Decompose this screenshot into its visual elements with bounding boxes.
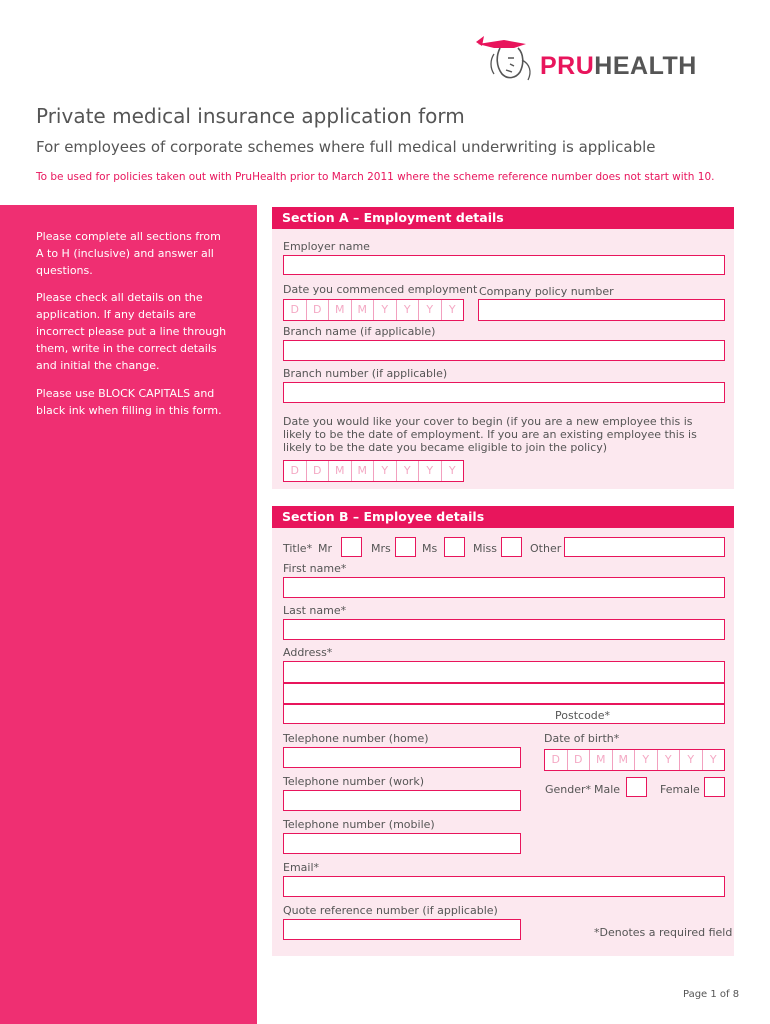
cover-date-input[interactable] (283, 460, 464, 482)
date-cell: Y (419, 461, 442, 481)
postcode-label: Postcode* (555, 709, 611, 722)
branch-number-label: Branch number (if applicable) (283, 367, 448, 380)
pruhealth-logo (470, 34, 740, 84)
title-label: Title* (283, 542, 313, 555)
date-cell: Y (374, 300, 397, 320)
date-cell: D (568, 750, 591, 770)
gender-female-label: Female (660, 783, 700, 796)
date-cell: M (590, 750, 613, 770)
last-name-label: Last name* (283, 604, 347, 617)
last-name-input[interactable] (283, 619, 725, 640)
date-cell: Y (709, 753, 717, 766)
title-mr-checkbox[interactable] (341, 537, 362, 557)
date-cell: Y (397, 300, 420, 320)
tel-home-input[interactable] (283, 747, 521, 768)
date-cell: Y (658, 750, 681, 770)
email-input[interactable] (283, 876, 725, 897)
instruction-2: Please check all details on the application. If any details are incorrect please put a line through them, write in the correct details and initial the change. (36, 291, 227, 372)
title-mr-label: Mr (318, 542, 333, 555)
date-cell: Y (448, 303, 456, 316)
quote-ref-input[interactable] (283, 919, 521, 940)
first-name-input[interactable] (283, 577, 725, 598)
title-ms-label: Ms (422, 542, 438, 555)
gender-male-checkbox[interactable] (626, 777, 647, 797)
date-cell: Y (374, 461, 397, 481)
branch-name-label: Branch name (if applicable) (283, 325, 436, 338)
employer-name-input[interactable] (283, 255, 725, 275)
date-cell: D (284, 461, 307, 481)
quote-ref-label: Quote reference number (if applicable) (283, 904, 498, 917)
title-other-label: Other (530, 542, 562, 555)
date-cell: D (284, 300, 307, 320)
section-b-header: Section B – Employee details (272, 506, 734, 528)
date-cell: D (545, 750, 568, 770)
email-label: Email* (283, 861, 320, 874)
section-a-header: Section A – Employment details (272, 207, 734, 229)
branch-name-input[interactable] (283, 340, 725, 361)
date-cell: Y (397, 461, 420, 481)
first-name-label: First name* (283, 562, 347, 575)
tel-mobile-label: Telephone number (mobile) (283, 818, 435, 831)
branch-number-input[interactable] (283, 382, 725, 403)
tel-work-label: Telephone number (work) (283, 775, 424, 788)
date-commenced-input[interactable] (283, 299, 464, 321)
required-field-note: *Denotes a required field (594, 926, 733, 939)
page-subtitle: For employees of corporate schemes where full medical underwriting is applicable (36, 138, 656, 156)
brand-pru: PRU (540, 52, 595, 80)
instruction-3: Please use BLOCK CAPITALS and black ink when filling in this form. (36, 387, 222, 417)
title-miss-label: Miss (473, 542, 498, 555)
date-cell: Y (448, 464, 456, 477)
title-mrs-checkbox[interactable] (395, 537, 416, 557)
brand-health: HEALTH (594, 52, 697, 80)
tel-work-input[interactable] (283, 790, 521, 811)
gender-male-label: Male (594, 783, 621, 796)
logo-head-icon (474, 34, 540, 82)
date-cell: M (352, 300, 375, 320)
cover-date-label: Date you would like your cover to begin (if you are a new employee this is likely to be the date of employment. If you are an existing employee this is likely to be the date you became eligible to join the policy) (283, 415, 697, 454)
date-cell: Y (419, 300, 442, 320)
date-cell: M (352, 461, 375, 481)
address-label: Address* (283, 646, 333, 659)
page-title: Private medical insurance application form (36, 104, 465, 128)
company-policy-input[interactable] (478, 299, 725, 321)
gender-label: Gender* (545, 783, 592, 796)
date-commenced-label: Date you commenced employment (283, 283, 478, 296)
address-line-2[interactable] (283, 683, 725, 704)
date-cell: M (329, 300, 352, 320)
dob-input[interactable] (544, 749, 725, 771)
instruction-1: Please complete all sections from A to H (inclusive) and answer all questions. (36, 230, 221, 277)
company-policy-label: Company policy number (479, 285, 614, 298)
title-miss-checkbox[interactable] (501, 537, 522, 557)
date-cell: Y (680, 750, 703, 770)
date-cell: M (613, 750, 636, 770)
date-cell: D (307, 461, 330, 481)
title-mrs-label: Mrs (371, 542, 391, 555)
usage-notice: To be used for policies taken out with PruHealth prior to March 2011 where the scheme reference number does not start with 10. (36, 171, 715, 183)
address-line-3[interactable] (283, 704, 725, 724)
tel-home-label: Telephone number (home) (283, 732, 429, 745)
dob-label: Date of birth* (544, 732, 620, 745)
date-cell: Y (635, 750, 658, 770)
employer-name-label: Employer name (283, 240, 370, 253)
date-cell: D (307, 300, 330, 320)
tel-mobile-input[interactable] (283, 833, 521, 854)
title-other-input[interactable] (564, 537, 725, 557)
gender-female-checkbox[interactable] (704, 777, 725, 797)
page-number: Page 1 of 8 (683, 989, 740, 1000)
title-ms-checkbox[interactable] (444, 537, 465, 557)
address-line-1[interactable] (283, 661, 725, 683)
date-cell: M (329, 461, 352, 481)
